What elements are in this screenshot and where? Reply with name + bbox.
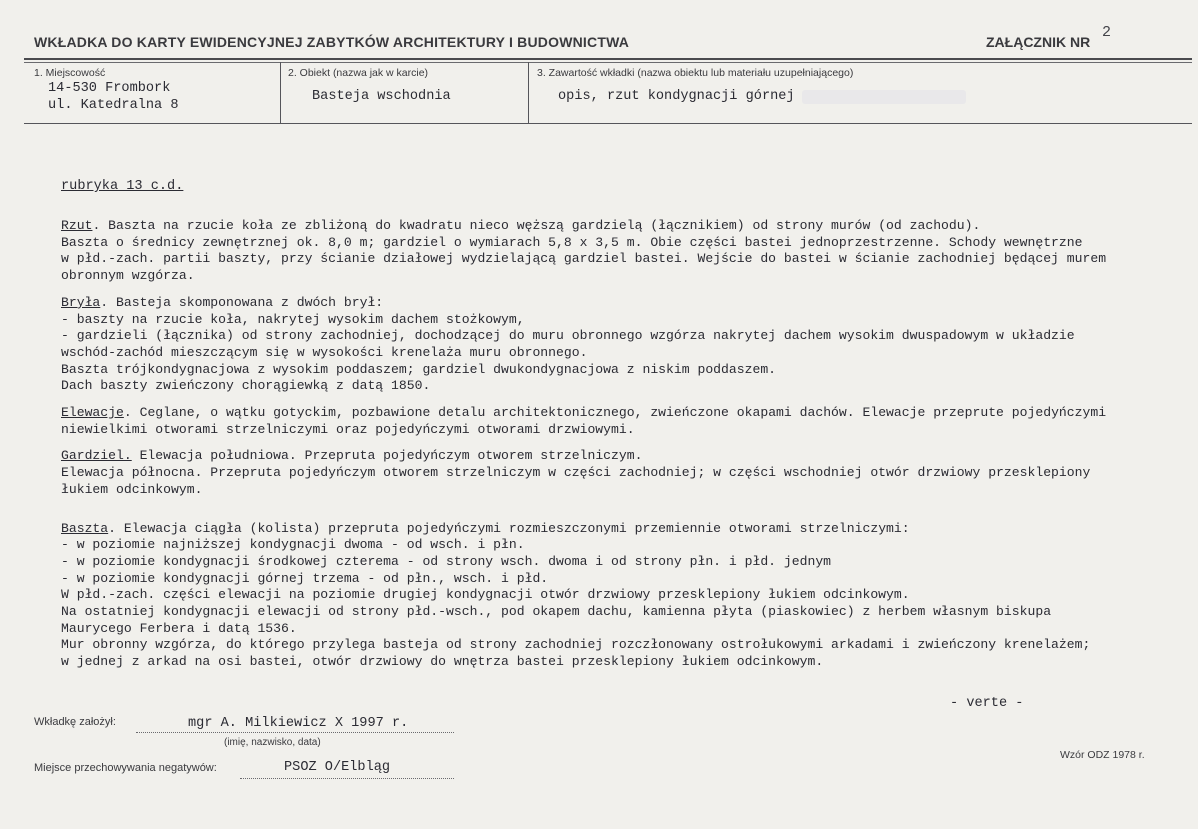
field-locality-line1: 14-530 Frombork: [48, 81, 171, 96]
form-model-label: Wzór ODZ 1978 r.: [1060, 749, 1145, 761]
text-line: Mur obronny wzgórza, do którego przylega basteja od strony zachodniej rozczłonowany ostrołukowymi arkadami i zwieńczony krenelażem;: [61, 637, 1091, 653]
text-line: niewielkimi otworami strzelniczymi oraz pojedyńczymi otworami drzwiowymi.: [61, 421, 635, 437]
annex-number: 2: [1102, 24, 1112, 41]
section-elewacje: [61, 405, 1171, 438]
negatives-label: Miejsce przechowywania negatywów:: [34, 762, 217, 774]
negatives-value: PSOZ O/Elbląg: [284, 760, 391, 775]
text-span: . Elewacja ciągła (kolista) przepruta pojedyńczymi rozmieszczonymi przemiennie otworami strzelniczymi:: [108, 520, 910, 536]
field-locality-line2: ul. Katedralna 8: [48, 98, 179, 113]
text-line: [61, 295, 1171, 312]
author-label: Wkładkę założył:: [34, 716, 116, 728]
author-value: mgr A. Milkiewicz X 1997 r.: [188, 716, 409, 731]
text-line: - w poziomie kondygnacji górnej trzema - od płn., wsch. i płd.: [61, 570, 549, 586]
text-line: Baszta trójkondygnacjowa z wysokim poddaszem; gardziel dwukondygnacjowa z niskim poddaszem.: [61, 361, 777, 377]
text-line: [61, 448, 1171, 465]
section-bryla: [61, 295, 1171, 395]
field-content-value: opis, rzut kondygnacji górnej: [558, 89, 795, 104]
section-heading: Gardziel.: [61, 448, 132, 464]
section-heading: Elewacje: [61, 405, 124, 421]
text-line: Elewacja północna. Przepruta pojedyńczym otworem strzelniczym w części zachodniej; w części wschodniej otwór drzwiowy przesklepiony: [61, 465, 1091, 481]
text-line: Na ostatniej kondygnacji elewacji od strony płd.-wsch., pod okapem dachu, kamienna płyta (piaskowiec) z herbem własnym biskupa: [61, 604, 1052, 620]
author-sublabel: (imię, nazwisko, data): [224, 737, 321, 748]
field-object-label: 2. Obiekt (nazwa jak w karcie): [288, 67, 429, 79]
text-line: [61, 218, 1171, 235]
negatives-dotted-line: [240, 778, 454, 779]
author-dotted-line: [136, 732, 454, 733]
text-line: - w poziomie kondygnacji środkowej czterema - od strony wsch. dwoma i od strony płn. i płd. jednym: [61, 553, 832, 569]
header-rule: [24, 58, 1192, 60]
text-span: . Baszta na rzucie koła ze zbliżoną do kwadratu nieco węższą gardzielą (łącznikiem) od strony murów (od zachodu).: [92, 218, 981, 233]
description-body: [61, 218, 1171, 681]
field-object-value: Basteja wschodnia: [312, 89, 451, 104]
text-line: wschód-zachód mieszczącym się w wysokości krenelaża muru obronnego.: [61, 344, 588, 360]
section-heading: Bryła: [61, 294, 101, 310]
form-title: WKŁADKA DO KARTY EWIDENCYJNEJ ZABYTKÓW ARCHITEKTURY I BUDOWNICTWA: [34, 34, 630, 50]
text-line: Maurycego Ferbera i datą 1536.: [61, 620, 297, 636]
text-line: Baszta o średnicy zewnętrznej ok. 8,0 m; gardziel o wymiarach 5,8 x 3,5 m. Obie części bastei jednoprzestrzenne. Schody wewnętrzne: [61, 234, 1083, 250]
field-content-label: 3. Zawartość wkładki (nazwa obiektu lub materiału uzupełniającego): [537, 67, 854, 79]
text-line: W płd.-zach. części elewacji na poziomie drugiej kondygnacji otwór drzwiowy przesklepiony łukiem odcinkowym.: [61, 587, 910, 603]
section-gardziel: [61, 448, 1171, 498]
text-line: Dach baszty zwieńczony chorągiewką z datą 1850.: [61, 378, 431, 394]
text-span: Elewacja południowa. Przepruta pojedyńczym otworem strzelniczym.: [131, 448, 643, 464]
section-rzut: [61, 218, 1171, 285]
text-line: łukiem odcinkowym.: [61, 481, 203, 497]
fields-bottom-rule: [24, 123, 1192, 124]
section-heading: Baszta: [61, 520, 109, 536]
text-span: . Ceglane, o wątku gotyckim, pozbawione detalu architektonicznego, zwieńczone okapami dachów. Elewacje przeprute pojedyńczymi: [123, 405, 1107, 421]
header-rule-secondary: [24, 62, 1192, 63]
text-line: [61, 405, 1171, 422]
text-line: - baszty na rzucie koła, nakrytej wysokim dachem stożkowym,: [61, 311, 525, 327]
field-divider-1: [280, 62, 281, 123]
field-locality-label: 1. Miejscowość: [34, 67, 106, 79]
redacted-area: [802, 90, 966, 104]
section-baszta: [61, 521, 1171, 671]
field-divider-2: [528, 62, 529, 123]
rubryka-label: rubryka 13 c.d.: [61, 179, 184, 194]
annex-label: ZAŁĄCZNIK NR: [986, 34, 1091, 50]
text-span: . Basteja skomponowana z dwóch brył:: [100, 294, 384, 310]
text-line: obronnym wzgórza.: [61, 268, 195, 284]
text-line: w płd.-zach. partii baszty, przy ścianie działowej wydzielającą gardziel bastei. Wejście do bastei w ścianie zachodniej będącej murem: [61, 251, 1107, 267]
text-line: - w poziomie najniższej kondygnacji dwoma - od wsch. i płn.: [61, 537, 525, 553]
section-heading: Rzut: [61, 218, 93, 233]
text-line: [61, 521, 1171, 538]
verte-note: - verte -: [950, 696, 1024, 711]
text-line: w jednej z arkad na osi bastei, otwór drzwiowy do wnętrza bastei przesklepiony łukiem odcinkowym.: [61, 654, 824, 670]
text-line: - gardzieli (łącznika) od strony zachodniej, dochodzącej do muru obronnego wzgórza nakrytej dachem wysokim dwuspadowym w układzie: [61, 328, 1075, 344]
